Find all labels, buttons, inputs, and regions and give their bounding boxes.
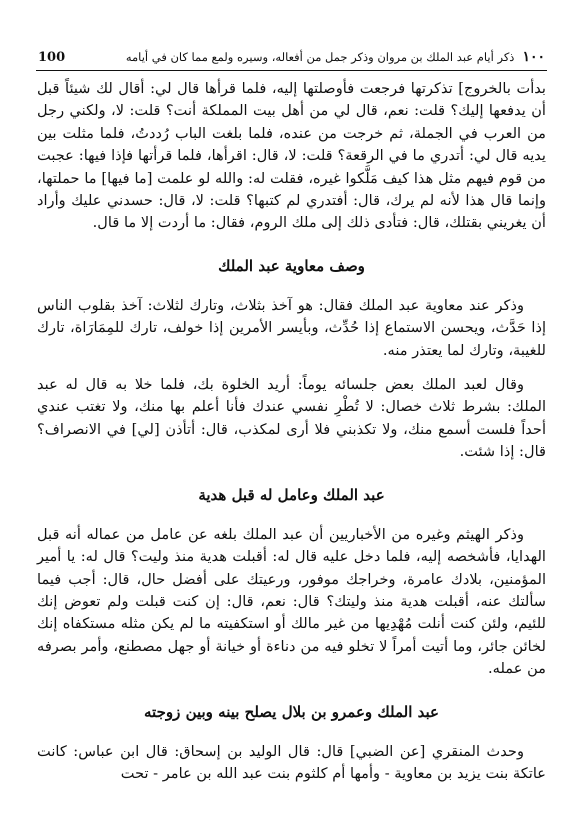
paragraph-continued: بدأت بالخروج] تذكرتها فرجعت فأوصلتها إليه، فلما قرأها قال لي: أقال لك شيئاً قبل أن يدفعها إليك؟ قلت: نعم، قال لي من أهل بيت المملكة أنت؟ قلت: لا، ولكني رجل من العرب في الجملة، ثم خرجت من عنده، فلما بلغت الباب رُددتُ، فلما مثلت بين يديه قال لي: أتدري ما في الرقعة؟ قلت: لا، قال: اقرأها، فلما قرأتها فإذا فيها: عجبت من قوم فيهم مثل هذا كيف مَلَّكوا غيره، فقلت له: والله لو علمت [ما فيها] ما حملتها، وإنما قال هذا لأنه لم يرك، قال: أفتدري لم كتبها؟ قلت: لا، قال: حسدني عليك وأراد أن يغريني بقتلك، قال: فتأدى ذلك إلى ملك الروم، فقال: ما أردت إلا ما قال. — [37, 80, 546, 232]
header-title-group — [126, 49, 545, 65]
page-body — [37, 78, 546, 785]
paragraph: وذكر الهيثم وغيره من الأخباريين أن عبد الملك بلغه عن عامل من عماله أنه قبل الهدايا، فأشخصه إليه، فلما دخل عليه قال له: أقبلت هدية منذ وليت؟ قال له: يا أمير المؤمنين، بلادك عامرة، وخراجك موفور، ورعيتك على أفضل حال، قال: أجب فيما سألتك عنه، أقبلت هدية منذ وليتك؟ قال: نعم، قال: إن كنت قبلت ولم تعوض إنك للئيم، ولئن كنت أنلت مُهْدِيها من غير مالك أو استكفيته ما لم يكن مثله مستكفاه إنك لخائن جائر، وما أتيت أمراً لا تخلو فيه من دناءة أو خيانة أو جهل مصطنع، وأمر بصرفه من عمله. — [37, 525, 546, 678]
section-heading-gift: عبد الملك وعامل له قبل هدية — [198, 485, 385, 504]
paragraph: وحدث المنقري [عن الضبي] قال: قال الوليد بن إسحاق: قال ابن عباس: كانت عاتكة بنت يزيد بن معاوية - وأمها أم كلثوم بنت عبد الله بن عامر - تحت — [37, 742, 546, 782]
paragraph: وذكر عند معاوية عبد الملك فقال: هو آخذ بثلاث، وتارك لثلاث: آخذ بقلوب الناس إذا حَدَّث، ويحسن الاستماع إذا حُدِّث، وبأيسر الأمرين إذا خولف، تارك للمِمَارَاة، تارك للغيبة، وتارك لما يعتذر منه. — [37, 296, 546, 359]
section-heading-muawiya: وصف معاوية عبد الملك — [218, 256, 365, 275]
page-number-latin: 100 — [38, 49, 66, 65]
header-rule — [36, 70, 547, 71]
running-title: ذكر أيام عبد الملك بن مروان وذكر جمل من أفعاله، وسيره ولمع مما كان في أيامه — [125, 50, 515, 64]
page-number-arabic: ١٠٠ — [522, 49, 545, 65]
section-heading-amr-bin-bilal: عبد الملك وعمرو بن بلال يصلح بينه وبين زوجته — [144, 702, 439, 721]
running-header — [38, 46, 545, 68]
paragraph: وقال لعبد الملك بعض جلسائه يوماً: أريد الخلوة بك، فلما خلا به قال له عبد الملك: بشرط ثلاث خصال: لا تُطْرِ نفسي عندك فأنا أعلم بها منك، ولا تغتب عندي أحداً فلست أسمع منك، ولا تكذبني فلا أرى لمكذب، قال: أتأذن [لي] في الانصراف؟ قال: إذا شئت. — [37, 376, 546, 461]
paragraph-gap — [37, 362, 546, 374]
